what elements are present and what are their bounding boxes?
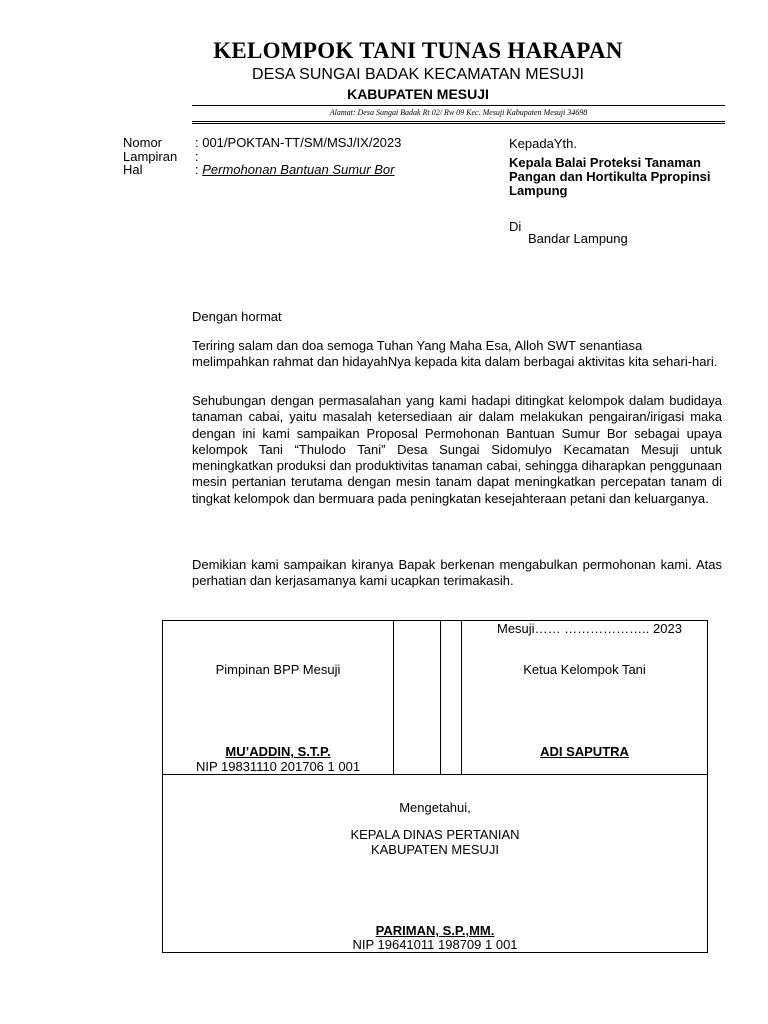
recipient-line-3: Lampung [509,183,568,198]
address-line: Alamat: Desa Sungai Badak Rt 02/ Rw 09 Kec. Mesuji Kabupaten Mesuji 34698 [329,108,588,117]
right-signer-name: ADI SAPUTRA [540,744,629,759]
left-signer-name: MU’ADDIN, S.T.P. [225,744,331,759]
lampiran-value: : [195,149,199,164]
org-name: KELOMPOK TANI TUNAS HARAPAN [213,38,623,63]
spacer-cell-1 [394,621,441,775]
date-line: Mesuji…… ……………….. 2023 [497,621,682,636]
signature-cell-bottom [163,775,708,953]
hal-value: Permohonan Bantuan Sumur Bor [202,162,395,177]
recipient-place: Bandar Lampung [528,231,628,246]
left-signer-title: Pimpinan BPP Mesuji [215,662,341,677]
recipient-line-2: Pangan dan Hortikulta Ppropinsi [509,169,711,184]
bottom-intro: Mengetahui, [399,800,471,815]
signature-cell-right [462,621,708,775]
lampiran-label: Lampiran [123,149,178,164]
recipient-line-1: Kepala Balai Proteksi Tanaman [509,155,701,170]
bottom-signer-name: PARIMAN, S.P.,MM. [375,923,495,938]
hal-row [195,163,394,177]
bottom-signer-nip: NIP 19641011 198709 1 001 [352,937,518,952]
village-line: DESA SUNGAI BADAK KECAMATAN MESUJI [252,66,584,83]
header-rule-bottom [192,121,725,124]
paragraph-1: Teriring salam dan doa semoga Tuhan Yang Maha Esa, Alloh SWT senantiasa melimpahkan rahmat dan hidayahNya kepada kita dalam berbagai aktivitas kita sehari-hari. [192,338,718,370]
nomor-value: : 001/POKTAN-TT/SM/MSJ/IX/2023 [195,135,402,150]
recipient-di: Di [509,219,522,234]
greeting: Dengan hormat [192,309,282,324]
paragraph-3: Demikian kami sampaikan kiranya Bapak berkenan mengabulkan permohonan kami. Atas perhatian dan kerjasamanya kami ucapkan terimakasih. [192,557,722,589]
hal-colon: : [195,162,203,177]
paragraph-2: Sehubungan dengan permasalahan yang kami hadapi ditingkat kelompok dalam budidaya tanaman cabai, yaitu masalah ketersediaan air dalam melakukan pengairan/irigasi maka dengan ini kami sampaikan Proposal Permohonan Bantuan Sumur Bor sebagai upaya kelompok Tani “Thulodo Tani” Desa Sungai Sidomulyo Kecamatan Mesuji untuk meningkatkan produksi dan produktivitas tanaman cabai, sehingga diharapkan penggunaan mesin pertanian terutama dengan mesin tanam dapat meningkatkan percepatan tanam di tingkat kelompok dan bermuara pada peningkatan kesejahteraan petani dan keluarganya. [192,393,722,506]
nomor-label: Nomor [123,135,163,150]
bottom-title-1: KEPALA DINAS PERTANIAN [350,827,520,842]
hal-label: Hal [123,162,143,177]
signature-table [162,620,708,953]
header-rule-top [192,105,725,106]
signature-cell-left [163,621,394,775]
regency-line: KABUPATEN MESUJI [347,86,489,102]
bottom-title-2: KABUPATEN MESUJI [370,842,500,857]
left-signer-nip: NIP 19831110 201706 1 001 [195,759,361,774]
recipient-kepada: KepadaYth. [509,136,577,151]
spacer-cell-2 [441,621,462,775]
right-signer-title: Ketua Kelompok Tani [523,662,646,677]
